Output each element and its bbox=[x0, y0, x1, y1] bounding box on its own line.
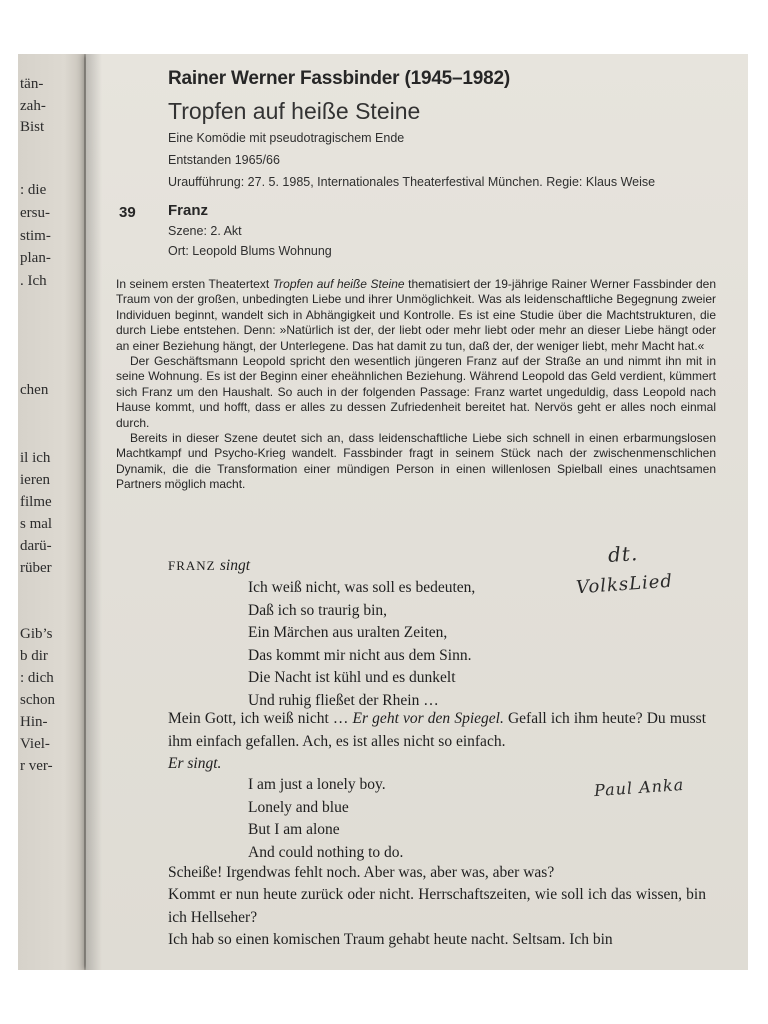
verse-line: Ich weiß nicht, was soll es bedeuten, bbox=[248, 579, 476, 596]
fragment-text: : die bbox=[20, 182, 47, 198]
stage-direction-line bbox=[168, 753, 706, 776]
author-heading: Rainer Werner Fassbinder (1945–1982) bbox=[168, 68, 511, 89]
verse-line: Ein Märchen aus uralten Zeiten, bbox=[248, 624, 448, 641]
dialogue-line: Scheiße! Irgendwas fehlt noch. Aber was, aber was, aber was? bbox=[168, 864, 555, 881]
intro-text: thematisiert der 19-jährige Rainer Werner Fassbinder den Traum von der großen, unbedingten Liebe und ihrer Unmöglichkeit. Was als leidenschaftliche Begegnung zweier Individuen beginnt, wandelt sich in Abhängigkeit und Kontrolle. Es ist eine Studie über die Machtstrukturen, die durch Liebe entstehen. Denn: »Natürlich ist der, der liebt oder mehr liebt oder mehr an dieser Liebe hängt oder an einer Beziehung hängt, der Unterlegene. Das hat damit zu tun, daß der, der weniger liebt, mehr Macht hat.« bbox=[116, 277, 716, 353]
dialogue-text: Mein Gott, ich weiß nicht … bbox=[168, 710, 353, 727]
fragment-text: Hin- bbox=[20, 714, 48, 730]
verse-line: Und ruhig fließet der Rhein … bbox=[248, 691, 439, 709]
fragment-text: : dich bbox=[20, 670, 54, 686]
fragment-text: . Ich bbox=[20, 273, 47, 289]
speaker-name: FRANZ bbox=[168, 558, 216, 573]
entry-number: 39 bbox=[119, 204, 136, 221]
play-title: Tropfen auf heiße Steine bbox=[168, 98, 421, 124]
fragment-text: Bist bbox=[20, 119, 45, 135]
main-page bbox=[86, 54, 748, 970]
fragment-text: s mal bbox=[20, 516, 53, 532]
stage-direction: singt bbox=[219, 557, 251, 574]
fragment-text: rüber bbox=[20, 560, 52, 576]
photographed-book-page bbox=[18, 54, 748, 970]
dialogue-paragraph: Kommt er nun heute zurück oder nicht. Herrschaftszeiten, wie soll ich das wissen, bin ich Hellseher? bbox=[168, 886, 706, 926]
genre-line: Eine Komödie mit pseudotragischem Ende bbox=[168, 131, 405, 145]
fragment-text: ieren bbox=[20, 472, 50, 488]
scene-info: Szene: 2. Akt bbox=[168, 224, 242, 238]
intro-paragraph bbox=[116, 277, 716, 354]
intro-paragraph: Bereits in dieser Szene deutet sich an, dass leidenschaftliche Liebe sich schnell in einen erbarmungslosen Machtkampf und Psycho-Krieg wandelt. Fassbinder fragt in seinem Stück nach der zwischenmenschlichen Dynamik, die die Transformation einer mündigen Person in einen willenlosen Spielball eines unachtsamen Partners möglich macht. bbox=[116, 431, 716, 492]
fragment-text: stim- bbox=[20, 228, 51, 244]
intro-paragraph: Der Geschäftsmann Leopold spricht den wesentlich jüngeren Franz auf der Straße an und nimmt ihn mit in seine Wohnung. Es ist der Beginn einer eheähnlichen Beziehung. Während Leopold das Geld verdient, kümmert sich Franz um den Haushalt. So auch in der folgenden Passage: Franz wartet ungeduldig, dass Leopold nach Hause kommt, und hofft, dass er alles zu dessen Zufriedenheit bereitet hat. Nervös geht er alles noch einmal durch. bbox=[116, 354, 716, 430]
fragment-text: r ver- bbox=[20, 758, 53, 774]
handwritten-note: Paul Anka bbox=[593, 774, 685, 801]
handwritten-note: VolksLied bbox=[575, 570, 674, 599]
intro-text: In seinem ersten Theatertext bbox=[116, 277, 273, 291]
fragment-text: Viel- bbox=[20, 736, 50, 752]
stage-direction: Er singt. bbox=[168, 755, 222, 772]
verse-line: But I am alone bbox=[248, 821, 340, 838]
written-line: Entstanden 1965/66 bbox=[168, 153, 280, 167]
verse-line: Das kommt mir nicht aus dem Sinn. bbox=[248, 646, 472, 664]
fragment-text: b dir bbox=[20, 648, 48, 664]
premiere-line: Uraufführung: 27. 5. 1985, Internationales Theaterfestival München. Regie: Klaus Weise bbox=[168, 175, 656, 189]
stage-direction: Er geht vor den Spiegel. bbox=[352, 710, 504, 727]
introduction-text bbox=[116, 277, 716, 493]
fragment-text: darü- bbox=[20, 538, 52, 554]
page-fold-shadow bbox=[86, 54, 102, 970]
fragment-text: ersu- bbox=[20, 205, 50, 221]
dialogue-line: Ich hab so einen komischen Traum gehabt heute nacht. Seltsam. Ich bin bbox=[168, 931, 613, 948]
song-verse bbox=[248, 577, 475, 712]
fragment-text: il ich bbox=[20, 450, 51, 466]
intro-italic-title: Tropfen auf heiße Steine bbox=[272, 277, 405, 291]
verse-line: Lonely and blue bbox=[248, 798, 349, 816]
fragment-text: tän- bbox=[20, 76, 44, 92]
fragment-text: filme bbox=[20, 494, 52, 510]
fragment-text: chen bbox=[20, 382, 49, 398]
verse-line: Daß ich so traurig bin, bbox=[248, 601, 388, 619]
place-info: Ort: Leopold Blums Wohnung bbox=[168, 244, 332, 258]
character-name: Franz bbox=[168, 202, 209, 219]
verse-line: Die Nacht ist kühl und es dunkelt bbox=[248, 669, 456, 686]
fragment-text: zah- bbox=[20, 98, 46, 114]
dialogue-paragraph bbox=[168, 708, 706, 753]
verse-line: And could nothing to do. bbox=[248, 843, 404, 861]
dialogue-text: Gefall ich ihm heute? Du musst ihm einfach gefallen. Ach, es ist alles nicht so einfach. bbox=[168, 710, 706, 750]
fragment-text: Gib’s bbox=[20, 626, 53, 642]
left-underlying-page bbox=[18, 54, 84, 970]
fragment-text: plan- bbox=[20, 250, 51, 266]
handwritten-note: dt. bbox=[607, 540, 640, 568]
verse-line: I am just a lonely boy. bbox=[248, 776, 386, 793]
song-verse bbox=[248, 774, 403, 864]
fragment-text: schon bbox=[20, 692, 55, 708]
